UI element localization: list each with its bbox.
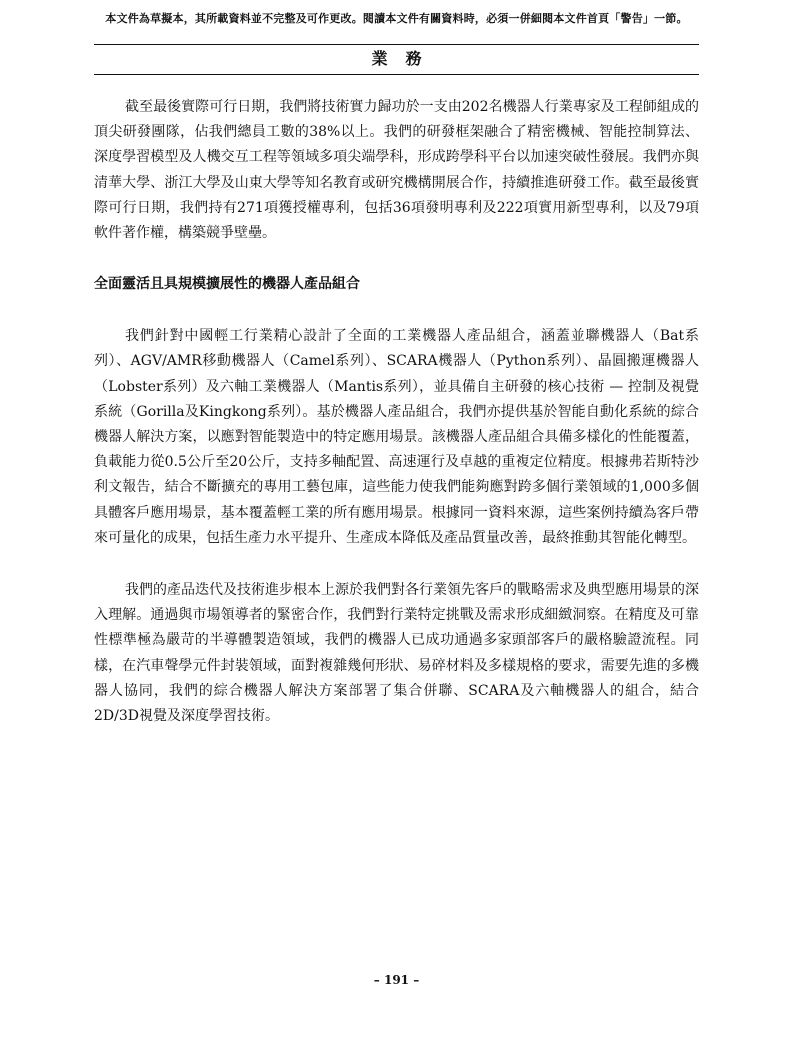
header-bottom-rule: [94, 74, 699, 75]
body-paragraph-1: 截至最後實際可行日期，我們將技術實力歸功於一支由202名機器人行業專家及工程師組成的頂尖研發團隊，佔我們總員工數的38%以上。我們的研發框架融合了精密機械、智能控制算法、深度學習模型及人機交互工程等領域多項尖端學科，形成跨學科平台以加速突破性發展。我們亦與清華大學、浙江大學及山東大學等知名教育或研究機構開展合作，持續推進研發工作。截至最後實際可行日期，我們持有271項獲授權專利，包括36項發明專利及222項實用新型專利，以及79項軟件著作權，構築競爭壁壘。: [94, 99, 699, 242]
body-paragraph-3: 我們的產品迭代及技術進步根本上源於我們對各行業領先客戶的戰略需求及典型應用場景的深入理解。通過與市場領導者的緊密合作，我們對行業特定挑戰及需求形成細緻洞察。在精度及可靠性標準極為嚴苛的半導體製造領域，我們的機器人已成功通過多家頭部客戶的嚴格驗證流程。同樣，在汽車聲學元件封裝領域，面對複雜幾何形狀、易碎材料及多樣規格的要求，需要先進的多機器人協同，我們的綜合機器人解決方案部署了集合併聯、SCARA及六軸機器人的組合，結合2D/3D視覺及深度學習技術。: [94, 582, 699, 725]
main-content: [94, 95, 699, 729]
header-top-rule: [94, 44, 699, 45]
body-paragraph-2: 我們針對中國輕工行業精心設計了全面的工業機器人產品組合，涵蓋並聯機器人（Bat系列）、AGV/AMR移動機器人（Camel系列）、SCARA機器人（Python系列）、晶圓搬運機器人（Lobster系列）及六軸工業機器人（Mantis系列），並具備自主研發的核心技術 — 控制及視覺系統（Gorilla及Kingkong系列）。基於機器人產品組合，我們亦提供基於智能自動化系統的綜合機器人解決方案，以應對智能製造中的特定應用場景。該機器人產品組合具備多樣化的性能覆蓋，負載能力從0.5公斤至20公斤，支持多軸配置、高速運行及卓越的重複定位精度。根據弗若斯特沙利文報告，結合不斷擴充的專用工藝包庫，這些能力使我們能夠應對跨多個行業領域的1,000多個具體客戶應用場景，基本覆蓋輕工業的所有應用場景。根據同一資料來源，這些案例持續為客戶帶來可量化的成果，包括生產力水平提升、生產成本降低及產品質量改善，最終推動其智能化轉型。: [94, 328, 699, 546]
section-title: 業務: [371, 49, 440, 68]
page-number: – 191 –: [373, 973, 420, 987]
draft-warning-banner: 本文件為草擬本，其所載資料並不完整及可作更改。閱讀本文件有關資料時，必須一併細閱本文件首頁「警告」一節。: [105, 12, 688, 25]
section-subheading: 全面靈活且具規模擴展性的機器人產品組合: [94, 276, 360, 293]
